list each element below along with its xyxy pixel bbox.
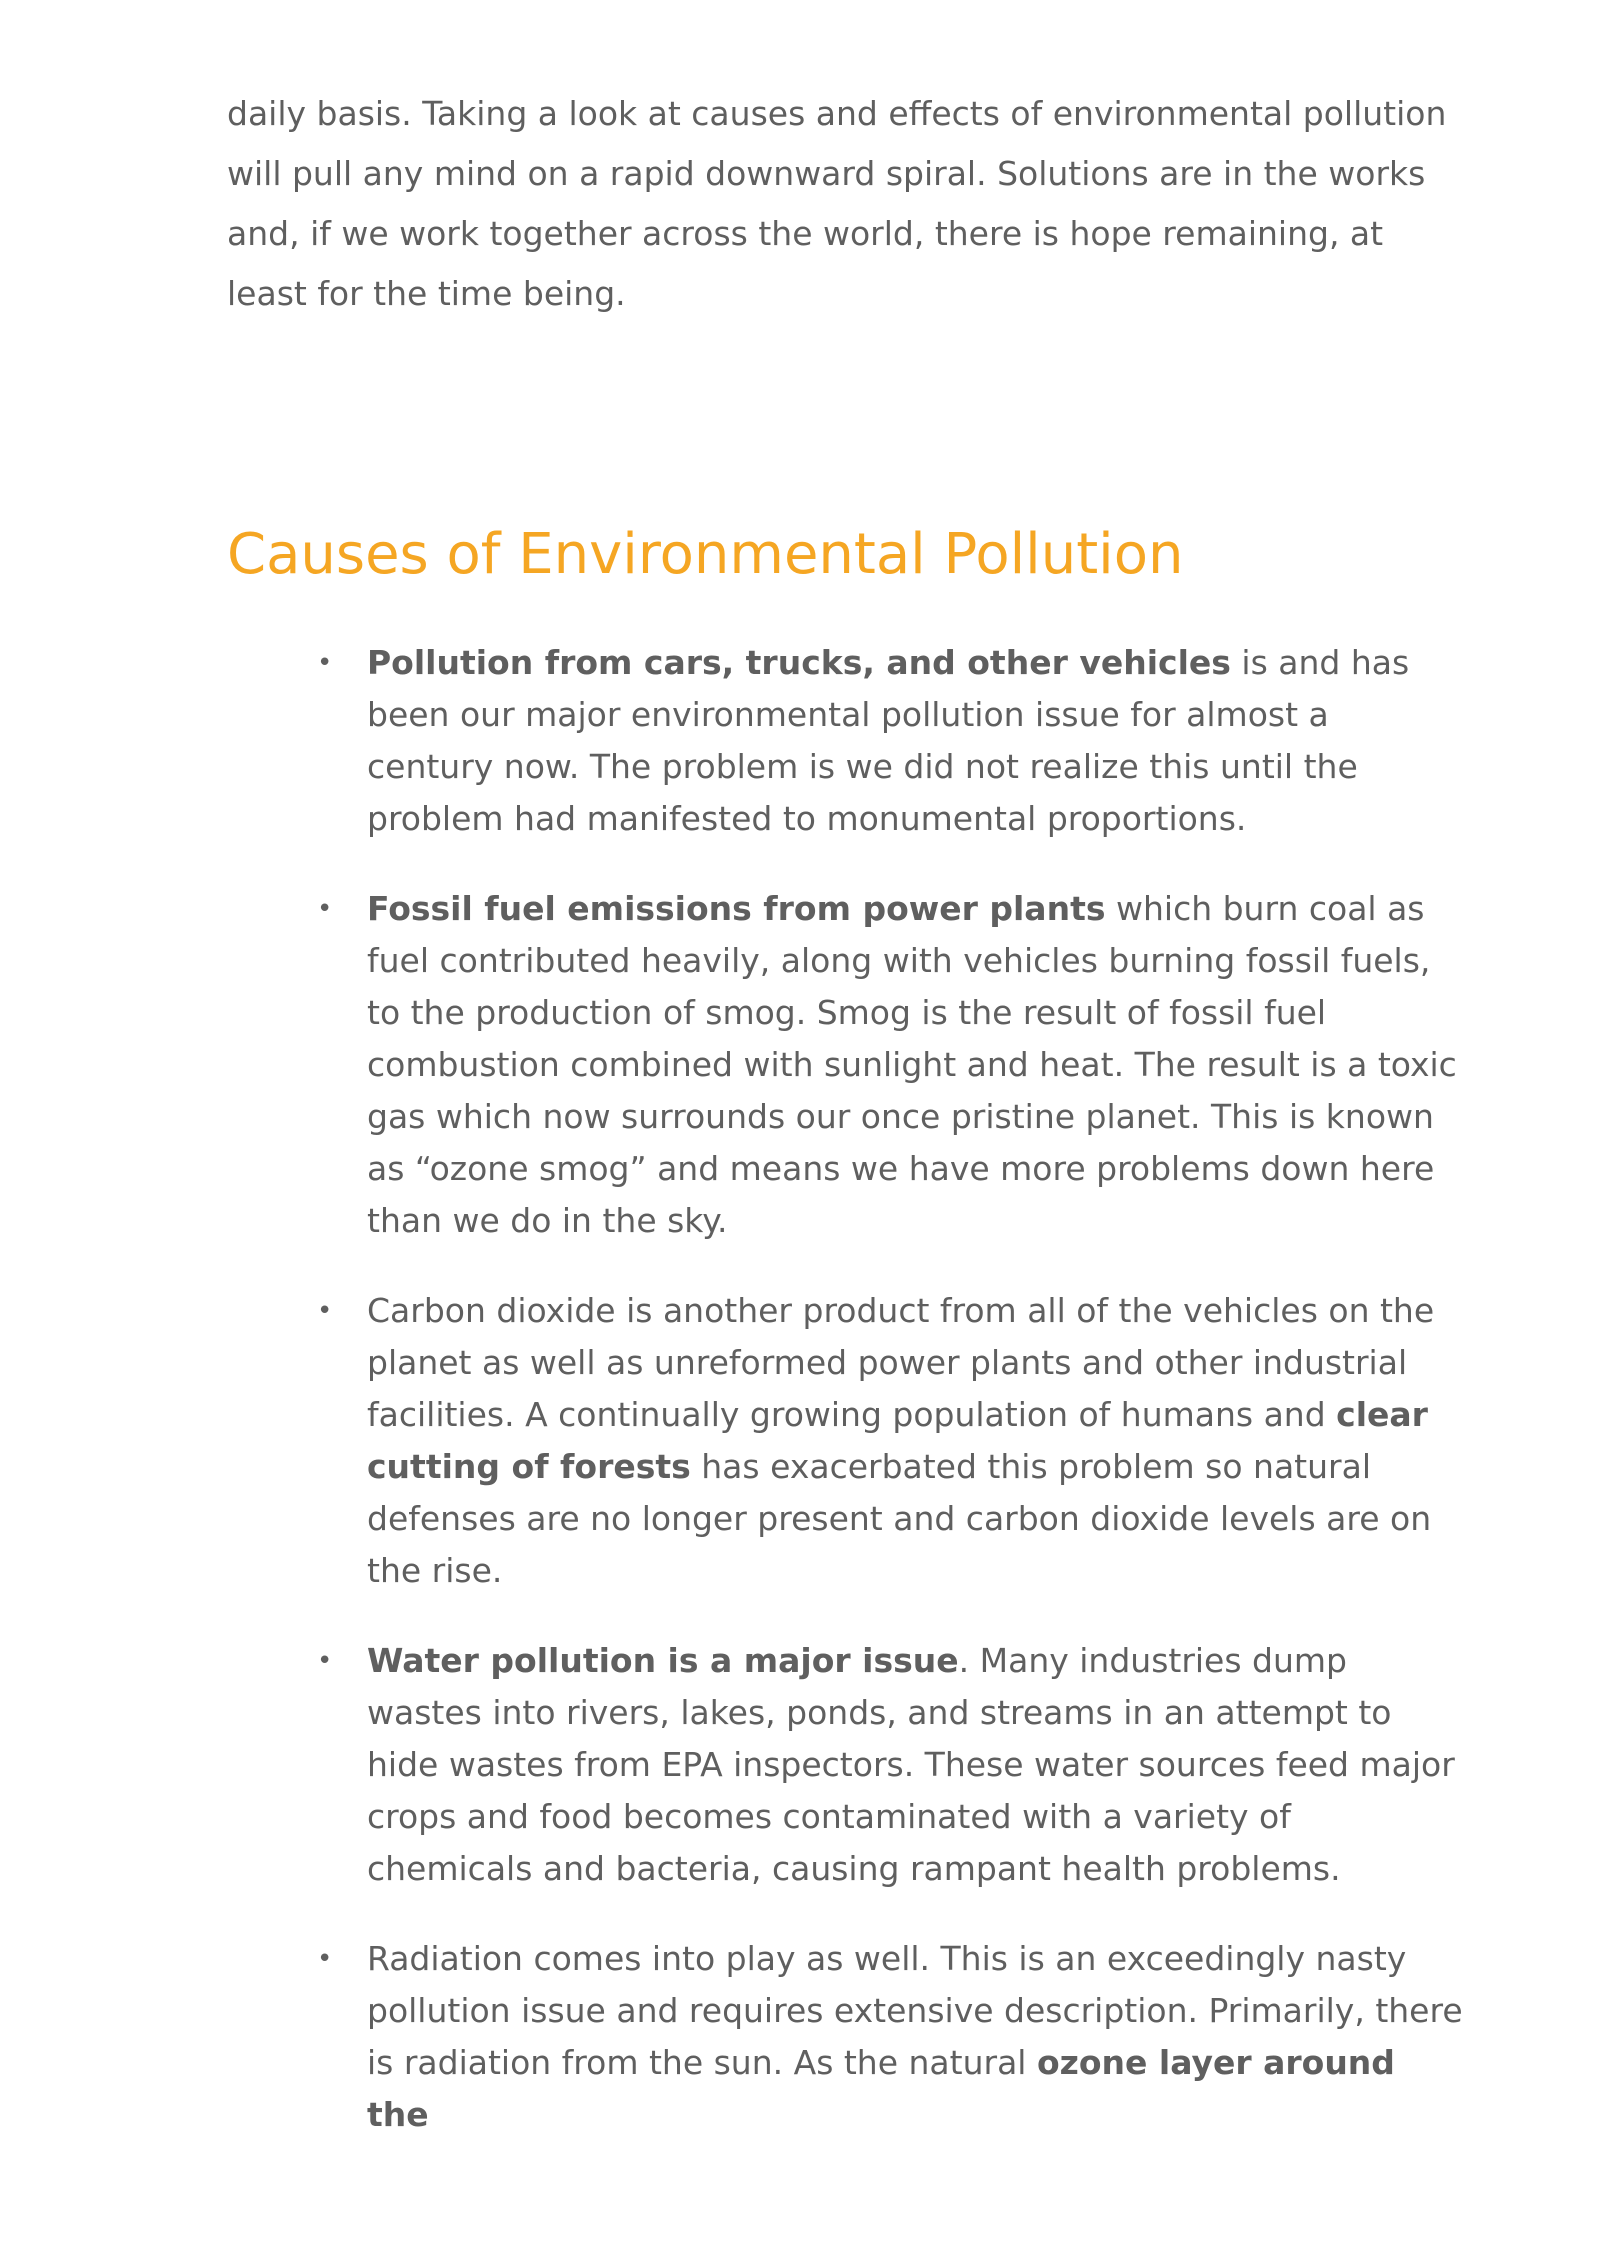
- list-item-fossil-fuel: [313, 883, 1463, 1247]
- list-item-water-pollution: [313, 1635, 1463, 1895]
- bullet-icon: •: [317, 648, 333, 678]
- cause-text: which burn coal as fuel contributed heavily, along with vehicles burning fossil fuels, to the production of smog. Smog is the result of fossil fuel combustion combined with sunlight and heat. The result is a toxic gas which now surrounds our once pristine planet. This is known as “ozone smog” and means we have more problems down here than we do in the sky.: [367, 889, 1457, 1240]
- causes-list: [313, 637, 1463, 2179]
- intro-paragraph: daily basis. Taking a look at causes and effects of environmental pollution will pull any mind on a rapid downward spiral. Solutions are in the works and, if we work together across the world, there is hope remaining, at least for the time being.: [227, 94, 1447, 313]
- section-heading: Causes of Environmental Pollution: [227, 522, 1184, 587]
- list-item-vehicles: [313, 637, 1463, 845]
- cause-bold-text: Fossil fuel emissions from power plants: [367, 889, 1106, 928]
- bullet-icon: •: [317, 894, 333, 924]
- cause-text: Carbon dioxide is another product from all of the vehicles on the planet as well as unreformed power plants and other industrial facilities. A continually growing population of humans and: [367, 1291, 1435, 1434]
- cause-bold-text: Water pollution is a major issue: [367, 1641, 959, 1680]
- list-item-radiation: [313, 1933, 1463, 2141]
- cause-bold-text: clear cutting of forests: [367, 1395, 1428, 1486]
- bullet-icon: •: [317, 1296, 333, 1326]
- cause-text: Radiation comes into play as well. This is an exceedingly nasty pollution issue and requires extensive description. Primarily, there is radiation from the sun. As the natural: [367, 1939, 1463, 2082]
- list-item-carbon-dioxide: [313, 1285, 1463, 1597]
- cause-text: . Many industries dump wastes into rivers, lakes, ponds, and streams in an attempt to hide wastes from EPA inspectors. These water sources feed major crops and food becomes contaminated with a variety of chemicals and bacteria, causing rampant health problems.: [367, 1641, 1455, 1888]
- cause-text-after: has exacerbated this problem so natural defenses are no longer present and carbon dioxide levels are on the rise.: [367, 1447, 1432, 1590]
- cause-bold-text: Pollution from cars, trucks, and other vehicles: [367, 643, 1231, 682]
- bullet-icon: •: [317, 1646, 333, 1676]
- cause-text: is and has been our major environmental pollution issue for almost a century now. The problem is we did not realize this until the problem had manifested to monumental proportions.: [367, 643, 1410, 838]
- cause-bold-text: ozone layer around the: [367, 2043, 1395, 2134]
- bullet-icon: •: [317, 1944, 333, 1974]
